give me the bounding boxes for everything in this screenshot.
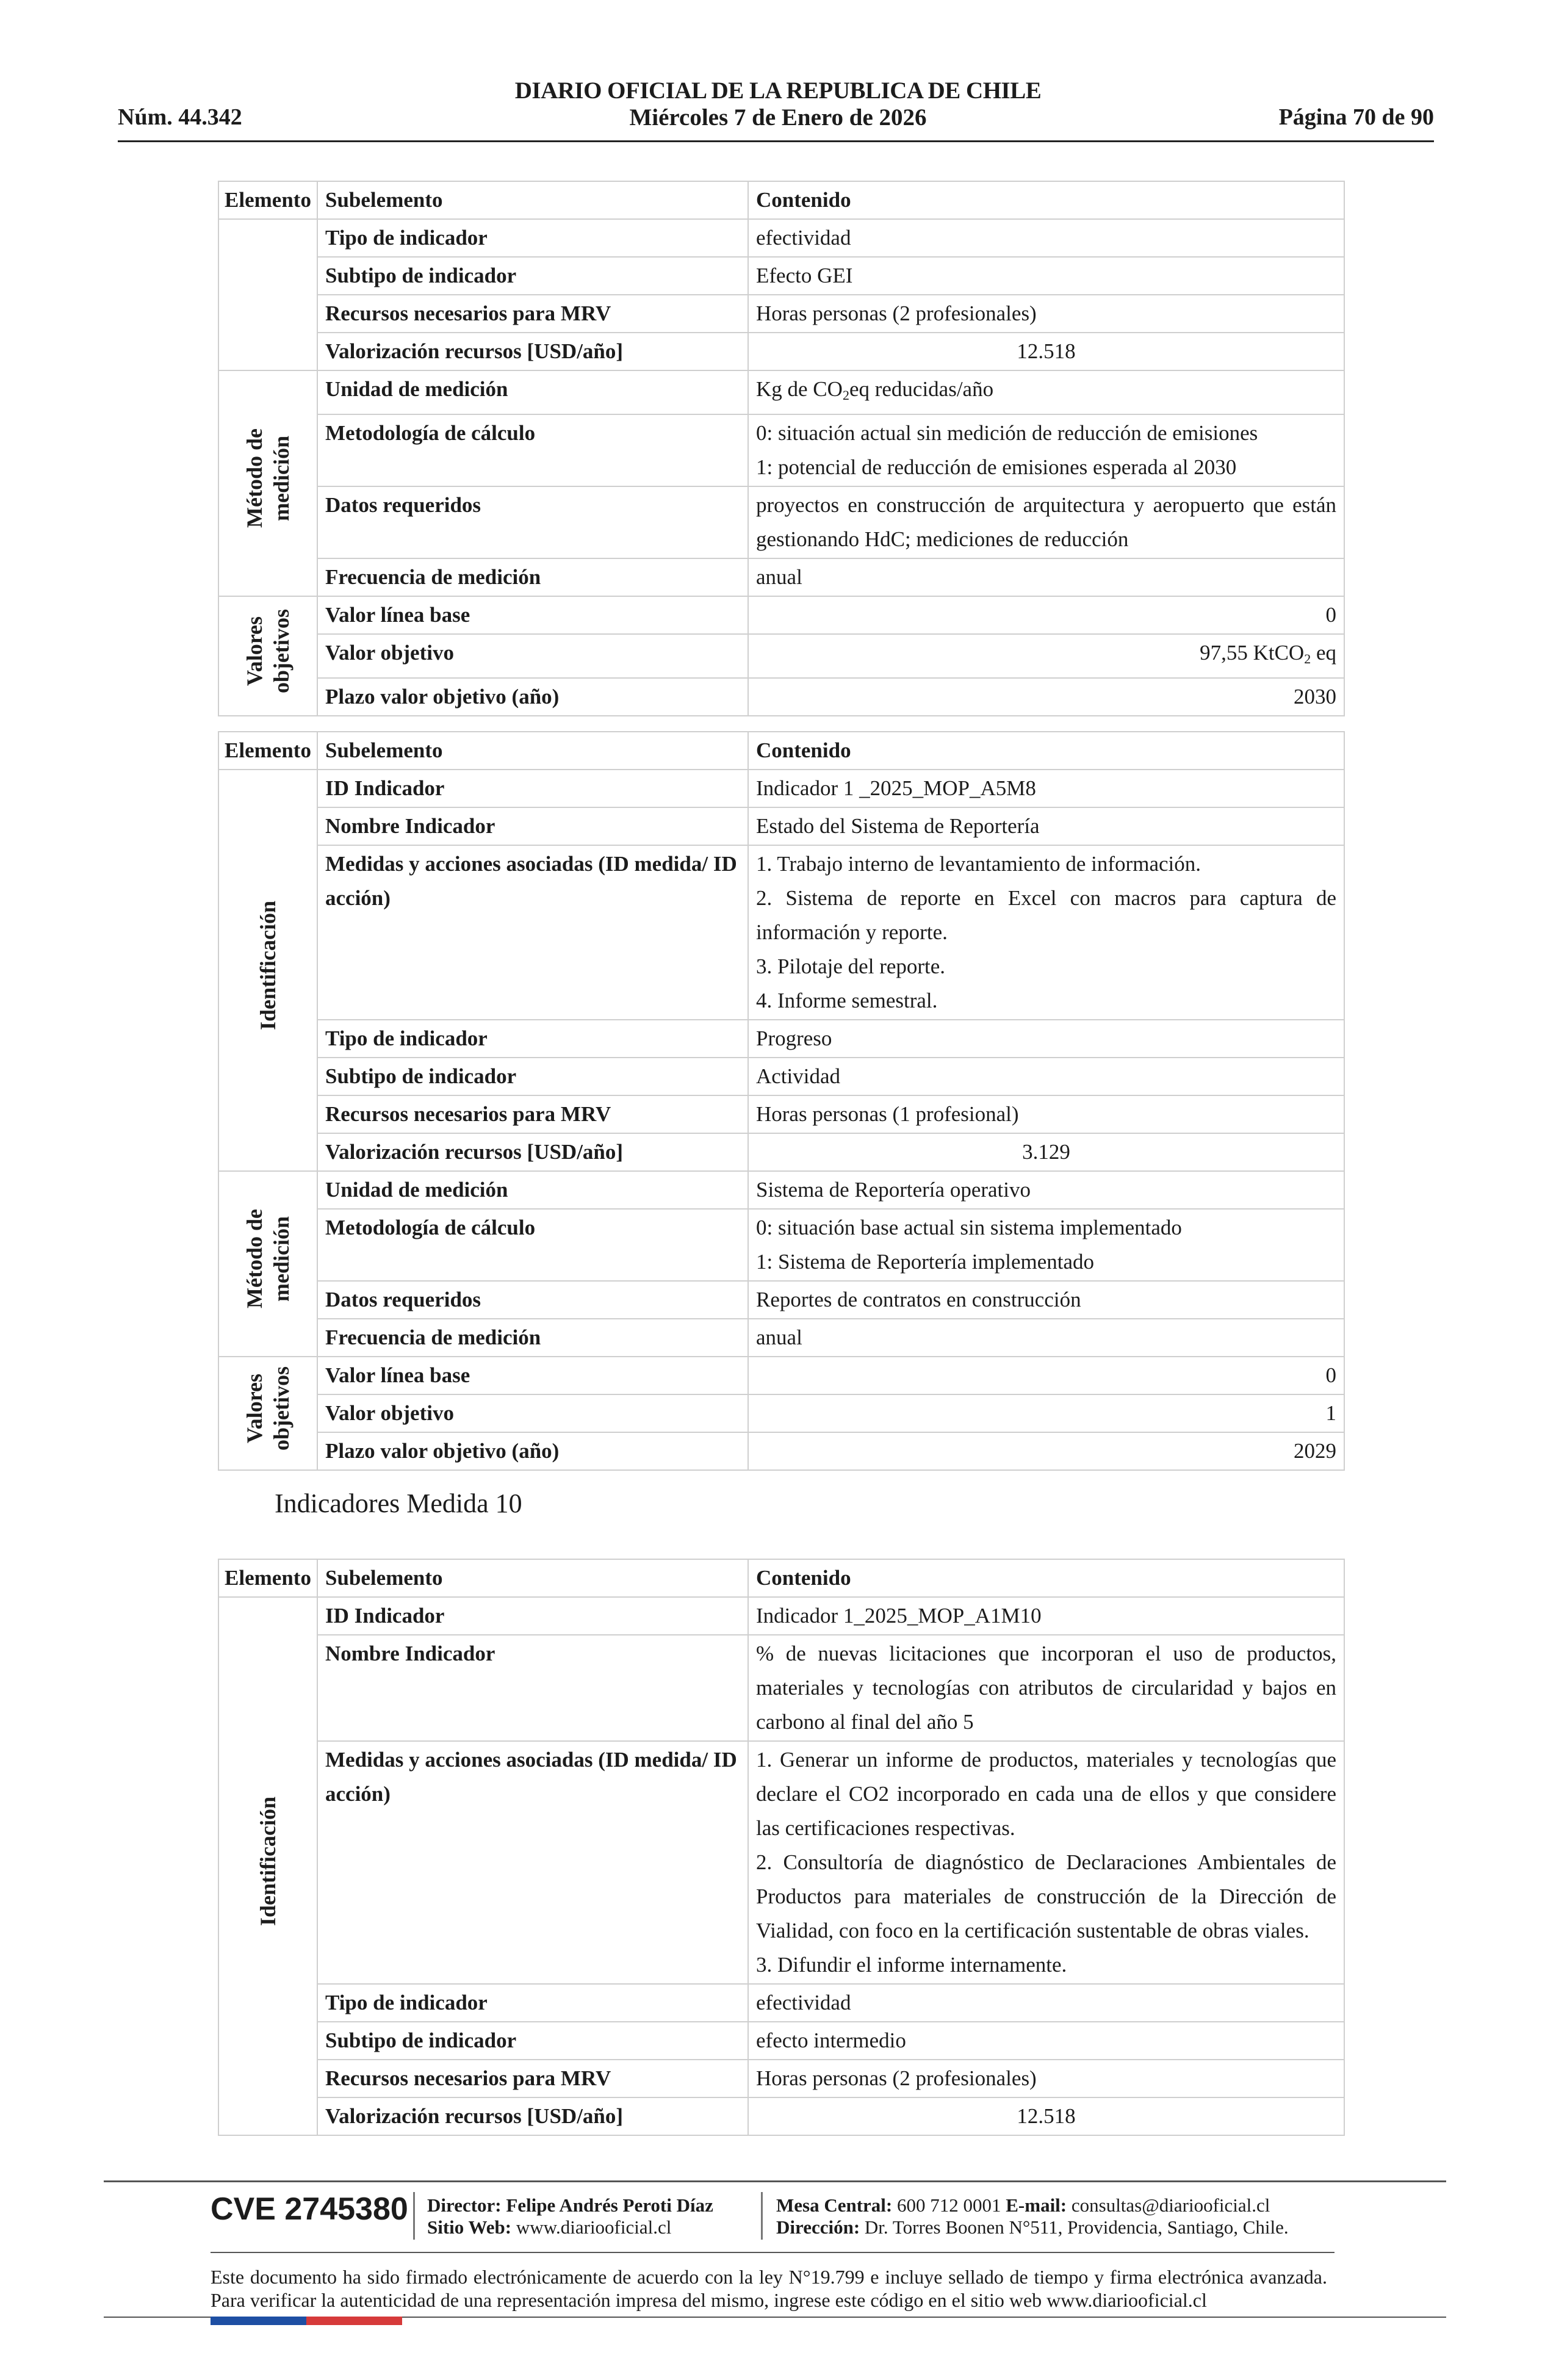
- row-value: 3.129: [748, 1133, 1344, 1171]
- website-link[interactable]: www.diariooficial.cl: [516, 2216, 672, 2238]
- row-label: Frecuencia de medición: [317, 1319, 748, 1357]
- indicator-table-2: [218, 731, 1345, 1471]
- row-value: anual: [748, 1319, 1344, 1357]
- row-value: % de nuevas licitaciones que incorporan el uso de productos, materiales y tecnologías con atributos de circularidad y bajos en carbono al final del año 5: [748, 1635, 1344, 1741]
- group-label-valores: Valores objetivos: [242, 608, 294, 693]
- row-value: Horas personas (2 profesionales): [748, 295, 1344, 333]
- table-row: [218, 486, 1344, 558]
- group-label-valores: Valores objetivos: [242, 1366, 294, 1451]
- row-label: Subtipo de indicador: [317, 2022, 748, 2060]
- group-cell-valores: [218, 596, 317, 716]
- row-value: 97,55 KtCO$_2$ eq: [748, 634, 1344, 678]
- header-divider: [118, 140, 1434, 142]
- row-label: Valorización recursos [USD/año]: [317, 333, 748, 370]
- group-label-identificacion: Identificación: [256, 1796, 280, 1926]
- table-row: [218, 2097, 1344, 2135]
- group-cell-identificacion: [218, 770, 317, 1171]
- row-value: Actividad: [748, 1058, 1344, 1095]
- section-heading: Indicadores Medida 10: [275, 1488, 522, 1518]
- table-header-row: [218, 732, 1344, 770]
- footer-top-divider: [104, 2180, 1446, 2182]
- table-row: [218, 807, 1344, 845]
- page-indicator: Página 70 de 90: [1278, 104, 1434, 130]
- row-label: Tipo de indicador: [317, 1984, 748, 2022]
- row-label: Datos requeridos: [317, 1281, 748, 1319]
- table-row: [218, 1133, 1344, 1171]
- row-value: [748, 1741, 1344, 1984]
- row-label: Unidad de medición: [317, 1171, 748, 1209]
- table-row: [218, 1281, 1344, 1319]
- col-header-elemento: Elemento: [218, 732, 317, 770]
- publication-title: DIARIO OFICIAL DE LA REPUBLICA DE CHILE: [514, 78, 1042, 104]
- row-label: Nombre Indicador: [317, 1635, 748, 1741]
- row-label: ID Indicador: [317, 770, 748, 807]
- col-header-contenido: Contenido: [748, 732, 1344, 770]
- list-item: 2. Sistema de reporte en Excel con macros para captura de información y reporte.: [756, 886, 1336, 944]
- list-item: 3. Pilotaje del reporte.: [756, 954, 946, 978]
- table-row: [218, 1171, 1344, 1209]
- table-row: [218, 770, 1344, 807]
- row-value: Progreso: [748, 1020, 1344, 1058]
- list-item: 2. Consultoría de diagnóstico de Declaraciones Ambientales de Productos para materiales de construcción de la Dirección de Vialidad, con foco en la certificación sustentable de obras viales.: [756, 1850, 1336, 1942]
- table-row: [218, 2022, 1344, 2060]
- table-row: [218, 370, 1344, 414]
- table-header-row: [218, 1559, 1344, 1597]
- row-value: 2030: [748, 678, 1344, 716]
- table-row: [218, 295, 1344, 333]
- group-label-metodo: Método de medición: [242, 1209, 294, 1308]
- table-row: [218, 1741, 1344, 1984]
- col-header-subelemento: Subelemento: [317, 181, 748, 219]
- row-label: Recursos necesarios para MRV: [317, 2060, 748, 2097]
- publication-date: Miércoles 7 de Enero de 2026: [629, 104, 927, 131]
- list-item: 1. Trabajo interno de levantamiento de información.: [756, 852, 1201, 876]
- row-value: 12.518: [748, 333, 1344, 370]
- row-label: Valor línea base: [317, 596, 748, 634]
- signature-note: Este documento ha sido firmado electrónicamente de acuerdo con la ley N°19.799 e incluye sellado de tiempo y firma electrónica avanzada. Para verificar la autenticidad de una representación impresa del mismo, ingrese este código en el sitio web www.diariooficial.cl: [211, 2266, 1327, 2311]
- row-label: Nombre Indicador: [317, 807, 748, 845]
- indicator-table-1: [218, 181, 1345, 716]
- row-label: Subtipo de indicador: [317, 1058, 748, 1095]
- row-label: Subtipo de indicador: [317, 257, 748, 295]
- table-row: [218, 333, 1344, 370]
- row-value: 0: situación base actual sin sistema implementado 1: Sistema de Reportería implementado: [748, 1209, 1344, 1281]
- row-value: Sistema de Reportería operativo: [748, 1171, 1344, 1209]
- row-label: Medidas y acciones asociadas (ID medida/ ID acción): [317, 845, 748, 1020]
- email-link[interactable]: consultas@diariooficial.cl: [1071, 2194, 1270, 2216]
- row-value: 0: situación actual sin medición de reducción de emisiones 1: potencial de reducción de emisiones esperada al 2030: [748, 414, 1344, 486]
- row-value: Indicador 1 _2025_MOP_A5M8: [748, 770, 1344, 807]
- table-row: [218, 1597, 1344, 1635]
- row-label: Valor línea base: [317, 1357, 748, 1394]
- col-header-elemento: Elemento: [218, 181, 317, 219]
- group-cell-identificacion: [218, 1597, 317, 2135]
- table-row: [218, 1984, 1344, 2022]
- group-cell-valores: [218, 1357, 317, 1470]
- list-item: 1. Generar un informe de productos, materiales y tecnologías que declare el CO2 incorporado en cada una de ellos y que considere las certificaciones respectivas.: [756, 1748, 1336, 1840]
- row-label: Plazo valor objetivo (año): [317, 678, 748, 716]
- row-label: Plazo valor objetivo (año): [317, 1432, 748, 1470]
- table-row: [218, 1357, 1344, 1394]
- row-value: 0: [748, 1357, 1344, 1394]
- row-value: Indicador 1_2025_MOP_A1M10: [748, 1597, 1344, 1635]
- row-label: Valor objetivo: [317, 1394, 748, 1432]
- row-value: anual: [748, 558, 1344, 596]
- row-label: Valorización recursos [USD/año]: [317, 1133, 748, 1171]
- table-row: [218, 558, 1344, 596]
- table-row: [218, 2060, 1344, 2097]
- table-row: [218, 596, 1344, 634]
- row-label: Unidad de medición: [317, 370, 748, 414]
- table-row: [218, 1432, 1344, 1470]
- row-value: Horas personas (2 profesionales): [748, 2060, 1344, 2097]
- group-label-identificacion: Identificación: [256, 900, 280, 1030]
- col-header-contenido: Contenido: [748, 181, 1344, 219]
- row-label: Frecuencia de medición: [317, 558, 748, 596]
- row-value: efecto intermedio: [748, 2022, 1344, 2060]
- table-row: [218, 257, 1344, 295]
- row-label: Metodología de cálculo: [317, 1209, 748, 1281]
- indicator-table-3: [218, 1559, 1345, 2136]
- row-value: efectividad: [748, 219, 1344, 257]
- table-row: [218, 1058, 1344, 1095]
- row-label: Datos requeridos: [317, 486, 748, 558]
- col-header-subelemento: Subelemento: [317, 732, 748, 770]
- row-label: ID Indicador: [317, 1597, 748, 1635]
- table-row: [218, 1095, 1344, 1133]
- row-value: 2029: [748, 1432, 1344, 1470]
- table-row: [218, 845, 1344, 1020]
- row-value: Estado del Sistema de Reportería: [748, 807, 1344, 845]
- issue-number: Núm. 44.342: [118, 104, 242, 130]
- row-value: efectividad: [748, 1984, 1344, 2022]
- table-row: [218, 634, 1344, 678]
- row-value: 0: [748, 596, 1344, 634]
- group-cell-empty: [218, 219, 317, 370]
- group-label-metodo: Método de medición: [242, 428, 294, 528]
- row-label: Tipo de indicador: [317, 1020, 748, 1058]
- footer-director-block: Director: Felipe Andrés Peroti Díaz Sitio Web: www.diariooficial.cl: [427, 2194, 713, 2238]
- col-header-elemento: Elemento: [218, 1559, 317, 1597]
- col-header-contenido: Contenido: [748, 1559, 1344, 1597]
- row-value: 1: [748, 1394, 1344, 1432]
- row-value: proyectos en construcción de arquitectura y aeropuerto que están gestionando HdC; mediciones de reducción: [748, 486, 1344, 558]
- row-value: Horas personas (1 profesional): [748, 1095, 1344, 1133]
- group-cell-metodo: [218, 370, 317, 596]
- table-row: [218, 1209, 1344, 1281]
- row-value: Kg de $CO_2eq$ reducidas/año: [748, 370, 1344, 414]
- row-value: Efecto GEI: [748, 257, 1344, 295]
- group-cell-metodo: [218, 1171, 317, 1357]
- row-label: Recursos necesarios para MRV: [317, 295, 748, 333]
- row-value: 12.518: [748, 2097, 1344, 2135]
- row-value: [748, 845, 1344, 1020]
- footer-separator: [761, 2192, 763, 2240]
- row-label: Medidas y acciones asociadas (ID medida/ ID acción): [317, 1741, 748, 1984]
- table-row: [218, 1020, 1344, 1058]
- cve-code: CVE 2745380: [211, 2191, 408, 2227]
- table-row: [218, 1635, 1344, 1741]
- table-row: [218, 1394, 1344, 1432]
- table-row: [218, 1319, 1344, 1357]
- table-row: [218, 219, 1344, 257]
- list-item: 3. Difundir el informe internamente.: [756, 1953, 1067, 1977]
- row-label: Tipo de indicador: [317, 219, 748, 257]
- table-row: [218, 678, 1344, 716]
- row-value: Reportes de contratos en construcción: [748, 1281, 1344, 1319]
- footer-mid-divider: [211, 2252, 1334, 2253]
- flag-stripe-red: [306, 2317, 402, 2325]
- row-label: Recursos necesarios para MRV: [317, 1095, 748, 1133]
- list-item: 4. Informe semestral.: [756, 989, 938, 1012]
- col-header-subelemento: Subelemento: [317, 1559, 748, 1597]
- table-row: [218, 414, 1344, 486]
- row-label: Valorización recursos [USD/año]: [317, 2097, 748, 2135]
- table-header-row: [218, 181, 1344, 219]
- row-label: Valor objetivo: [317, 634, 748, 678]
- footer-contact-block: Mesa Central: 600 712 0001 E-mail: consultas@diariooficial.cl Dirección: Dr. Torres Boonen N°511, Providencia, Santiago, Chile.: [776, 2194, 1289, 2238]
- flag-stripe-blue: [211, 2317, 306, 2325]
- row-label: Metodología de cálculo: [317, 414, 748, 486]
- footer-separator: [413, 2192, 415, 2240]
